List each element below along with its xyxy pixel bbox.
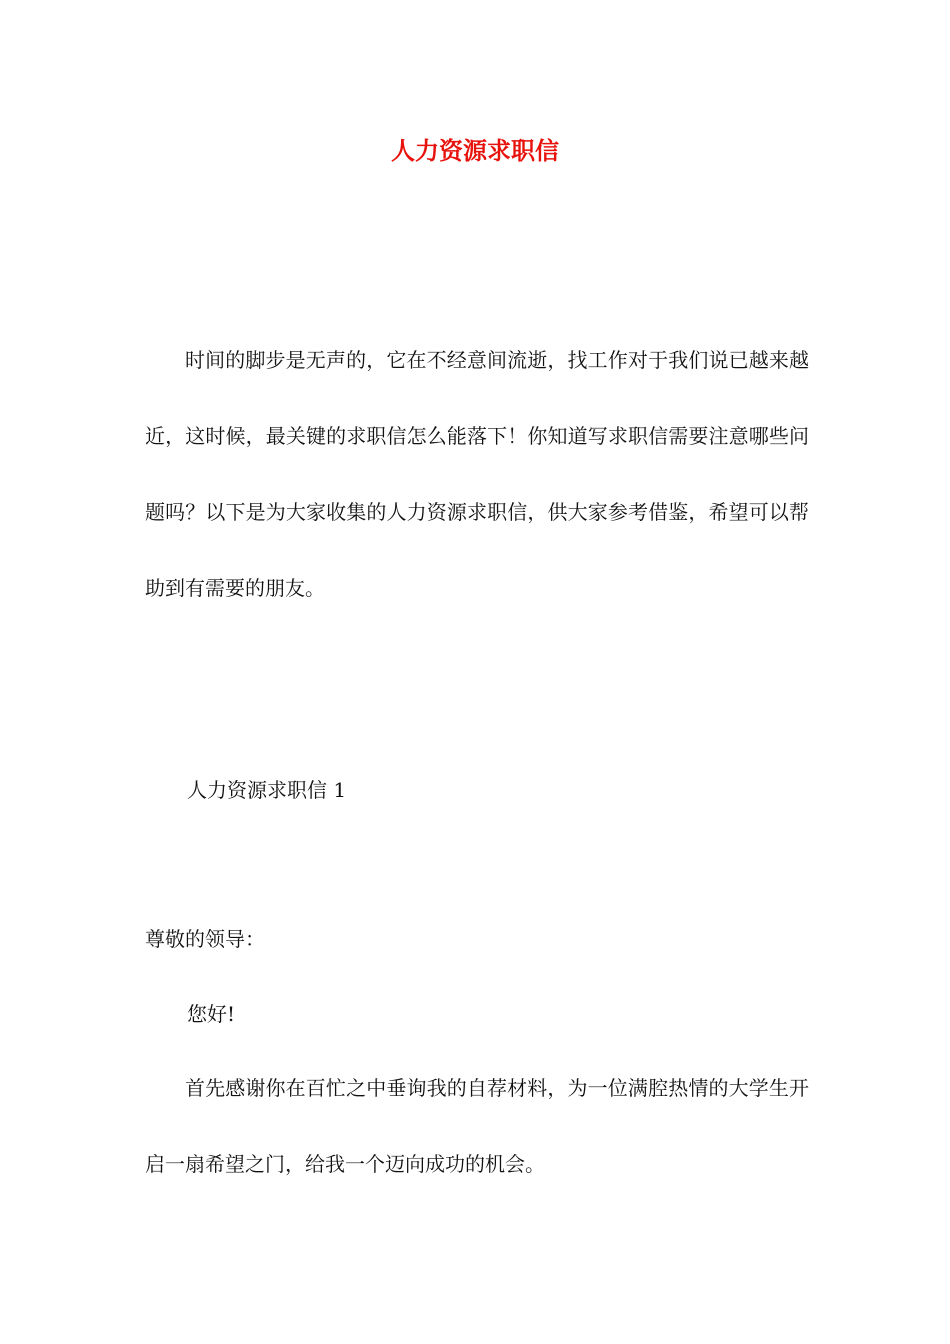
greeting: 您好! [187, 1002, 236, 1026]
document-title: 人力资源求职信 [391, 136, 559, 165]
intro-paragraph [145, 322, 809, 626]
salutation: 尊敬的领导： [145, 927, 265, 951]
body-paragraph-text: 首先感谢你在百忙之中垂询我的自荐材料，为一位满腔热情的大学生开启一扇希望之门，给我一个迈向成功的机会。 [145, 1076, 809, 1176]
body-paragraph [145, 1050, 809, 1202]
intro-text: 时间的脚步是无声的，它在不经意间流逝，找工作对于我们说已越来越近，这时候，最关键的求职信怎么能落下！你知道写求职信需要注意哪些问题吗？以下是为大家收集的人力资源求职信，供大家参考借鉴，希望可以帮助到有需要的朋友。 [145, 348, 809, 600]
section-heading: 人力资源求职信 1 [187, 778, 347, 802]
